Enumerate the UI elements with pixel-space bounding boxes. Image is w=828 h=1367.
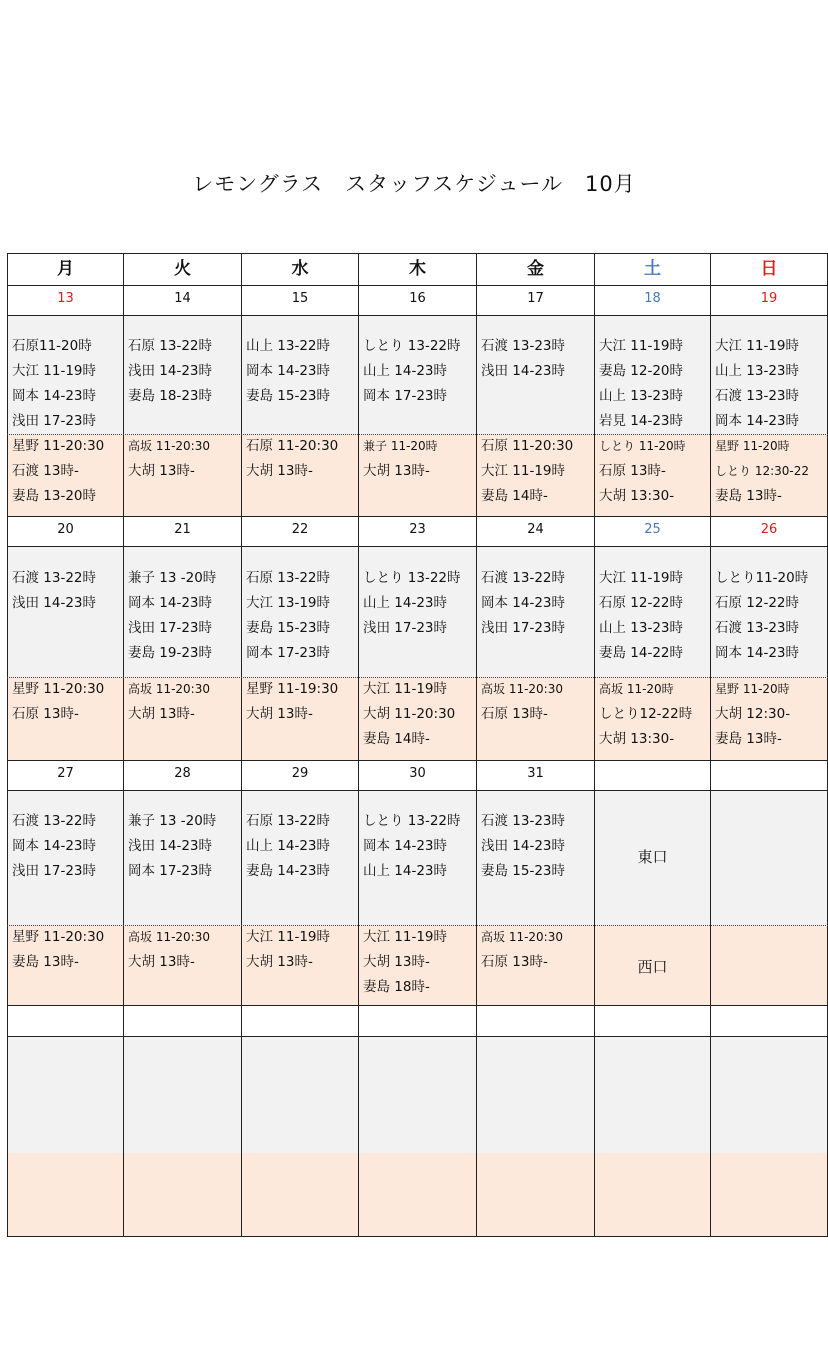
east-shift-cell — [124, 315, 242, 434]
date-row — [7, 516, 828, 546]
east-shift-cell — [595, 546, 711, 677]
date-cell: 28 — [124, 760, 242, 790]
shift-entry: 石渡 13-23時 — [481, 813, 566, 829]
east-shift-cell — [242, 790, 359, 925]
shift-entry: 大江 11-19時 — [481, 463, 566, 479]
shift-entry: 石渡 13-22時 — [12, 570, 97, 586]
empty-west-row-cell — [477, 1153, 595, 1236]
shift-entry: 山上 14-23時 — [363, 363, 448, 379]
west-shift-cell — [595, 925, 711, 1005]
shift-entry: 妻島 15-23時 — [481, 863, 566, 879]
shift-entry: 星野 11-19:30 — [246, 681, 339, 697]
shift-entry: 石原 12-22時 — [715, 595, 800, 611]
shift-entry: 兼子 11-20時 — [363, 439, 438, 453]
grid-line — [7, 285, 828, 286]
date-cell: 31 — [477, 760, 595, 790]
date-cell — [595, 760, 711, 790]
date-cell: 20 — [7, 516, 124, 546]
shift-entry: しとり 13-22時 — [363, 570, 461, 586]
empty-date-row — [7, 1005, 828, 1036]
shift-entry: 岡本 17-23時 — [363, 388, 448, 404]
date-cell: 15 — [242, 285, 359, 315]
shift-entry: しとり 11-20時 — [599, 439, 686, 453]
shift-entry: 高坂 11-20:30 — [128, 439, 210, 453]
east-shift-cell — [477, 790, 595, 925]
shift-entry: 山上 13-22時 — [246, 338, 331, 354]
shift-entry: 妻島 18-23時 — [128, 388, 213, 404]
shift-entry: 石原 12-22時 — [599, 595, 684, 611]
shift-entry: 妻島 14-22時 — [599, 645, 684, 661]
shift-entry: 妻島 13時- — [715, 488, 782, 504]
shift-entry: 石渡 13時- — [12, 463, 79, 479]
shift-entry: 大江 11-19時 — [363, 929, 448, 945]
west-shift-cell — [359, 677, 477, 760]
shift-entry: 岡本 14-23時 — [128, 595, 213, 611]
empty-west-row — [7, 1153, 828, 1236]
shift-entry: 岡本 14-23時 — [363, 838, 448, 854]
shift-entry: 大胡 13時- — [128, 706, 195, 722]
shift-entry: 石渡 13-23時 — [481, 338, 566, 354]
shift-entry: 浅田 14-23時 — [128, 838, 213, 854]
shift-entry: しとり 13-22時 — [363, 338, 461, 354]
east-shift-cell — [124, 790, 242, 925]
shift-entry: 岡本 14-23時 — [246, 363, 331, 379]
shift-entry: 高坂 11-20:30 — [128, 682, 210, 696]
shift-entry: 兼子 13 -20時 — [128, 813, 217, 829]
east-shift-cell — [7, 546, 124, 677]
east-shift-cell — [242, 315, 359, 434]
west-shift-cell — [242, 677, 359, 760]
shift-entry: 大胡 12:30- — [715, 706, 791, 722]
shift-entry: 高坂 11-20時 — [599, 682, 674, 696]
empty-east-row-cell — [595, 1036, 711, 1153]
grid-line — [7, 1005, 828, 1006]
shift-entry: 石渡 13-22時 — [12, 813, 97, 829]
shift-entry: 石原 13-22時 — [128, 338, 213, 354]
date-row — [7, 760, 828, 790]
shift-entry: 岡本 17-23時 — [246, 645, 331, 661]
shift-entry: 岡本 14-23時 — [715, 413, 800, 429]
east-shift-cell — [359, 546, 477, 677]
shift-entry: 大江 11-19時 — [715, 338, 800, 354]
west-shift-cell — [359, 434, 477, 516]
grid-line — [7, 516, 828, 517]
shift-entry: 浅田 14-23時 — [12, 595, 97, 611]
weekday-header — [7, 253, 828, 285]
date-cell: 27 — [7, 760, 124, 790]
west-shift-cell — [477, 677, 595, 760]
west-shift-cell — [124, 434, 242, 516]
shift-entry: 妻島 13-20時 — [12, 488, 97, 504]
shift-entry: 山上 13-23時 — [715, 363, 800, 379]
shift-entry: 大胡 13時- — [363, 954, 430, 970]
date-cell: 30 — [359, 760, 477, 790]
weekday-4: 金 — [477, 253, 595, 285]
weekday-5: 土 — [595, 253, 711, 285]
east-shift-cell — [595, 315, 711, 434]
weekday-6: 日 — [711, 253, 828, 285]
shift-entry: 浅田 14-23時 — [128, 363, 213, 379]
shift-entry: 大胡 13時- — [246, 706, 313, 722]
date-cell: 23 — [359, 516, 477, 546]
west-shift-cell — [7, 925, 124, 1005]
shift-entry: 妻島 13時- — [12, 954, 79, 970]
shift-entry: 石原 13時- — [481, 954, 548, 970]
west-shift-cell — [595, 677, 711, 760]
date-cell: 16 — [359, 285, 477, 315]
grid-line — [7, 1036, 828, 1037]
east-shift-cell — [711, 315, 828, 434]
empty-date-row-cell — [124, 1005, 242, 1036]
empty-east-row-cell — [7, 1036, 124, 1153]
grid-line — [7, 546, 828, 547]
grid-dotted-line — [7, 677, 828, 678]
shift-entry: 石原 11-20:30 — [246, 438, 339, 454]
shift-entry: 岩見 14-23時 — [599, 413, 684, 429]
shift-entry: 石原 13-22時 — [246, 570, 331, 586]
shift-entry: 大江 11-19時 — [363, 681, 448, 697]
shift-entry: 星野 11-20:30 — [12, 929, 105, 945]
west-shift-cell — [242, 925, 359, 1005]
shift-entry: 大胡 13:30- — [599, 731, 675, 747]
shift-entry: しとり11-20時 — [715, 570, 809, 586]
shift-entry: 妻島 18時- — [363, 979, 430, 995]
east-shift-cell — [7, 790, 124, 925]
grid-line — [7, 253, 828, 254]
grid-line — [7, 760, 828, 761]
west-shift-cell — [359, 925, 477, 1005]
weekday-1: 火 — [124, 253, 242, 285]
empty-west-row-cell — [124, 1153, 242, 1236]
east-shift-row — [7, 790, 828, 925]
shift-entry: 大胡 13時- — [128, 463, 195, 479]
shift-entry: 山上 14-23時 — [363, 863, 448, 879]
weekday-2: 水 — [242, 253, 359, 285]
grid-dotted-line — [7, 925, 828, 926]
shift-entry: 星野 11-20:30 — [12, 681, 105, 697]
shift-entry: 石原 13-22時 — [246, 813, 331, 829]
shift-entry: 岡本 14-23時 — [12, 388, 97, 404]
shift-entry: 大江 11-19時 — [599, 338, 684, 354]
shift-entry: 大胡 13:30- — [599, 488, 675, 504]
shift-entry: 妻島 12-20時 — [599, 363, 684, 379]
west-store-label: 西口 — [637, 958, 668, 976]
empty-west-row-cell — [595, 1153, 711, 1236]
west-shift-row — [7, 434, 828, 516]
shift-entry: しとり 12:30-22 — [715, 464, 809, 478]
shift-entry: 浅田 17-23時 — [12, 863, 97, 879]
shift-entry: 妻島 15-23時 — [246, 388, 331, 404]
west-shift-row — [7, 677, 828, 760]
grid-line — [7, 315, 828, 316]
east-shift-cell — [124, 546, 242, 677]
shift-entry: 岡本 14-23時 — [12, 838, 97, 854]
east-store-label: 東口 — [637, 848, 668, 866]
empty-date-row-cell — [477, 1005, 595, 1036]
shift-entry: 大江 13-19時 — [246, 595, 331, 611]
shift-entry: 石渡 13-23時 — [715, 620, 800, 636]
shift-entry: 大江 11-19時 — [599, 570, 684, 586]
shift-entry: 妻島 19-23時 — [128, 645, 213, 661]
shift-entry: 浅田 17-23時 — [481, 620, 566, 636]
shift-entry: 星野 11-20時 — [715, 682, 790, 696]
date-cell: 26 — [711, 516, 828, 546]
date-cell: 14 — [124, 285, 242, 315]
empty-east-row-cell — [711, 1036, 828, 1153]
empty-west-row-cell — [7, 1153, 124, 1236]
empty-east-row — [7, 1036, 828, 1153]
shift-entry: 岡本 14-23時 — [715, 645, 800, 661]
shift-entry: 妻島 14時- — [481, 488, 548, 504]
shift-entry: 浅田 17-23時 — [128, 620, 213, 636]
empty-east-row-cell — [477, 1036, 595, 1153]
shift-entry: 星野 11-20:30 — [12, 438, 105, 454]
date-cell: 25 — [595, 516, 711, 546]
west-shift-cell — [7, 434, 124, 516]
date-cell: 18 — [595, 285, 711, 315]
empty-date-row-cell — [595, 1005, 711, 1036]
empty-date-row-cell — [242, 1005, 359, 1036]
shift-entry: 石渡 13-22時 — [481, 570, 566, 586]
grid-dotted-line — [7, 434, 828, 435]
west-shift-cell — [711, 925, 828, 1005]
date-cell — [711, 760, 828, 790]
shift-entry: 山上 13-23時 — [599, 388, 684, 404]
east-shift-row — [7, 315, 828, 434]
empty-west-row-cell — [242, 1153, 359, 1236]
date-cell: 21 — [124, 516, 242, 546]
shift-entry: 大江 11-19時 — [246, 929, 331, 945]
empty-east-row-cell — [124, 1036, 242, 1153]
shift-entry: 石原 13時- — [599, 463, 666, 479]
date-row — [7, 285, 828, 315]
west-shift-cell — [595, 434, 711, 516]
shift-entry: 星野 11-20時 — [715, 439, 790, 453]
shift-entry: 妻島 14時- — [363, 731, 430, 747]
west-shift-cell — [477, 925, 595, 1005]
empty-west-row-cell — [359, 1153, 477, 1236]
empty-east-row-cell — [359, 1036, 477, 1153]
east-shift-cell — [477, 315, 595, 434]
date-cell: 24 — [477, 516, 595, 546]
shift-entry: 大胡 13時- — [128, 954, 195, 970]
east-shift-row — [7, 546, 828, 677]
empty-east-row-cell — [242, 1036, 359, 1153]
west-shift-cell — [711, 434, 828, 516]
shift-entry: 大胡 11-20:30 — [363, 706, 456, 722]
empty-date-row-cell — [359, 1005, 477, 1036]
west-shift-cell — [242, 434, 359, 516]
shift-entry: 高坂 11-20:30 — [481, 682, 563, 696]
shift-entry: 妻島 13時- — [715, 731, 782, 747]
page-title: レモングラス スタッフスケジュール 10月 — [192, 172, 636, 196]
shift-entry: 岡本 17-23時 — [128, 863, 213, 879]
date-cell: 19 — [711, 285, 828, 315]
date-cell: 22 — [242, 516, 359, 546]
east-shift-cell — [477, 546, 595, 677]
shift-entry: 石原 13時- — [481, 706, 548, 722]
west-shift-cell — [124, 677, 242, 760]
shift-entry: 浅田 14-23時 — [481, 363, 566, 379]
empty-date-row-cell — [7, 1005, 124, 1036]
shift-entry: 大江 11-19時 — [12, 363, 97, 379]
shift-entry: 大胡 13時- — [246, 954, 313, 970]
grid-line — [7, 790, 828, 791]
shift-entry: 石渡 13-23時 — [715, 388, 800, 404]
west-shift-cell — [124, 925, 242, 1005]
shift-entry: 山上 14-23時 — [246, 838, 331, 854]
east-shift-cell — [359, 790, 477, 925]
west-shift-cell — [7, 677, 124, 760]
east-shift-cell — [7, 315, 124, 434]
shift-entry: 石原 11-20:30 — [481, 438, 574, 454]
west-shift-row — [7, 925, 828, 1005]
shift-entry: 高坂 11-20:30 — [128, 930, 210, 944]
empty-west-row-cell — [711, 1153, 828, 1236]
shift-entry: 浅田 17-23時 — [363, 620, 448, 636]
shift-entry: 山上 14-23時 — [363, 595, 448, 611]
shift-entry: 妻島 15-23時 — [246, 620, 331, 636]
west-shift-cell — [711, 677, 828, 760]
shift-entry: しとり 13-22時 — [363, 813, 461, 829]
east-shift-cell — [711, 790, 828, 925]
shift-entry: 岡本 14-23時 — [481, 595, 566, 611]
west-shift-cell — [477, 434, 595, 516]
east-shift-cell — [359, 315, 477, 434]
shift-entry: 高坂 11-20:30 — [481, 930, 563, 944]
date-cell: 17 — [477, 285, 595, 315]
date-cell: 13 — [7, 285, 124, 315]
shift-entry: 大胡 13時- — [363, 463, 430, 479]
shift-entry: 石原11-20時 — [12, 338, 92, 354]
shift-entry: 浅田 14-23時 — [481, 838, 566, 854]
weekday-0: 月 — [7, 253, 124, 285]
shift-entry: 浅田 17-23時 — [12, 413, 97, 429]
shift-entry: 兼子 13 -20時 — [128, 570, 217, 586]
shift-entry: しとり12-22時 — [599, 706, 693, 722]
east-shift-cell — [595, 790, 711, 925]
shift-entry: 石原 13時- — [12, 706, 79, 722]
empty-date-row-cell — [711, 1005, 828, 1036]
weekday-3: 木 — [359, 253, 477, 285]
east-shift-cell — [711, 546, 828, 677]
east-shift-cell — [242, 546, 359, 677]
date-cell: 29 — [242, 760, 359, 790]
grid-line — [7, 1236, 828, 1237]
shift-entry: 山上 13-23時 — [599, 620, 684, 636]
shift-entry: 大胡 13時- — [246, 463, 313, 479]
shift-entry: 妻島 14-23時 — [246, 863, 331, 879]
